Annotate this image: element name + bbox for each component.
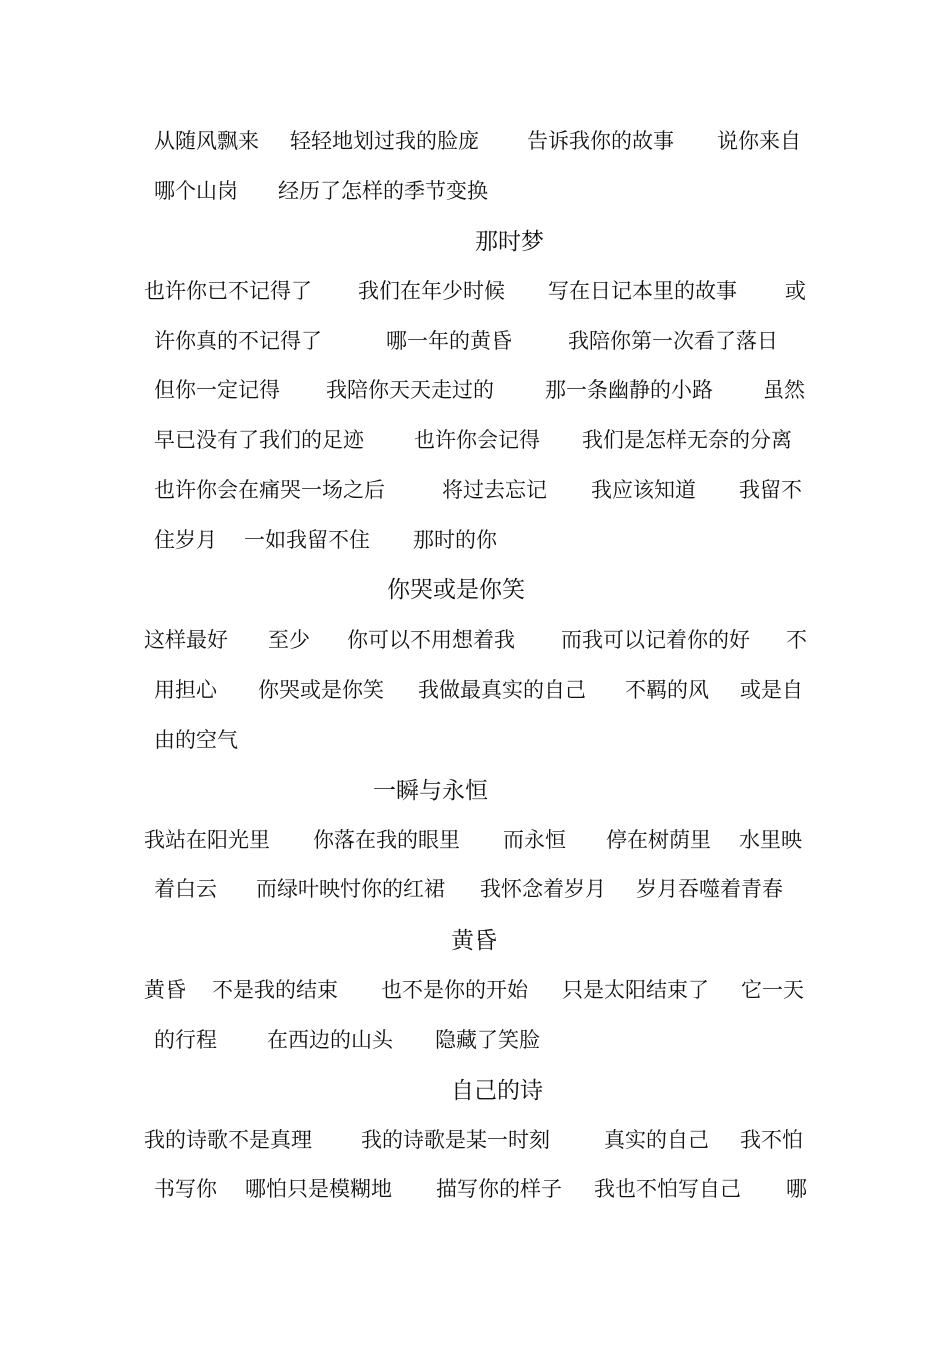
text-segment: 我留不 (739, 478, 802, 502)
text-segment: 我的诗歌不是真理 (144, 1128, 312, 1152)
text-segment: 我怀念着岁月 (480, 877, 606, 901)
text-segment: 早已没有了我们的足迹 (154, 428, 364, 452)
text-segment: 不是我的结束 (212, 978, 338, 1002)
text-line (0, 370, 950, 410)
text-line (0, 321, 950, 361)
text-segment: 说你来自 (717, 129, 801, 153)
section-heading: 那时梦 (475, 229, 544, 255)
text-segment: 岁月吞噬着青春 (636, 877, 783, 901)
text-segment: 而我可以记着你的好 (561, 628, 750, 652)
text-segment: 水里映 (739, 828, 802, 852)
text-segment: 哪一年的黄昏 (386, 329, 512, 353)
text-line (0, 820, 950, 860)
text-line (0, 271, 950, 311)
section-heading: 自己的诗 (451, 1078, 543, 1104)
text-segment: 用担心 (154, 678, 217, 702)
text-segment: 我站在阳光里 (144, 828, 270, 852)
text-line (0, 670, 950, 710)
text-line (0, 720, 950, 760)
text-segment: 而绿叶映忖你的红裙 (256, 877, 445, 901)
text-segment: 描写你的样子 (436, 1177, 562, 1201)
text-segment: 写在日记本里的故事 (548, 279, 737, 303)
text-segment: 轻轻地划过我的脸庞 (290, 129, 479, 153)
text-segment: 它一天 (741, 978, 804, 1002)
text-line (0, 620, 950, 660)
text-line (0, 1020, 950, 1060)
text-segment: 也许你已不记得了 (144, 279, 312, 303)
text-segment: 真实的自己 (604, 1128, 709, 1152)
text-line (0, 420, 950, 460)
text-segment: 我应该知道 (591, 478, 696, 502)
text-segment: 停在树荫里 (606, 828, 711, 852)
text-segment: 不羁的风 (625, 678, 709, 702)
text-line (0, 520, 950, 560)
text-segment: 或 (785, 279, 806, 303)
text-line (0, 869, 950, 909)
text-segment: 告诉我你的故事 (527, 129, 674, 153)
text-segment: 一如我留不住 (244, 528, 370, 552)
text-segment: 我也不怕写自己 (594, 1177, 741, 1201)
text-segment: 至少 (268, 628, 310, 652)
text-segment: 在西边的山头 (267, 1028, 393, 1052)
text-segment: 书写你 (154, 1177, 217, 1201)
section-heading-line (0, 771, 950, 811)
text-segment: 黄昏 (144, 978, 186, 1002)
text-segment: 隐藏了笑脸 (435, 1028, 540, 1052)
text-segment: 你落在我的眼里 (313, 828, 460, 852)
text-segment: 或是自 (740, 678, 803, 702)
text-segment: 我们在年少时候 (358, 279, 505, 303)
text-segment: 这样最好 (144, 628, 228, 652)
text-segment: 我的诗歌是某一时刻 (361, 1128, 550, 1152)
text-segment: 但你一定记得 (154, 378, 280, 402)
text-segment: 哪个山岗 (154, 179, 238, 203)
text-segment: 你可以不用想着我 (347, 628, 515, 652)
text-segment: 不 (786, 628, 807, 652)
text-segment: 我做最真实的自己 (418, 678, 586, 702)
text-segment: 经历了怎样的季节变换 (278, 179, 488, 203)
text-segment: 我们是怎样无奈的分离 (582, 428, 792, 452)
text-segment: 你哭或是你笑 (258, 678, 384, 702)
text-segment: 许你真的不记得了 (154, 329, 322, 353)
text-segment: 着白云 (154, 877, 217, 901)
text-segment: 住岁月 (154, 528, 217, 552)
text-segment: 只是太阳结束了 (562, 978, 709, 1002)
text-line (0, 121, 950, 161)
text-segment: 那一条幽静的小路 (545, 378, 713, 402)
text-segment: 我陪你天天走过的 (326, 378, 494, 402)
text-line (0, 1120, 950, 1160)
text-segment: 从随风飘来 (154, 129, 259, 153)
text-segment: 虽然 (763, 378, 805, 402)
text-segment: 我陪你第一次看了落日 (568, 329, 778, 353)
section-heading: 黄昏 (451, 928, 497, 954)
text-segment: 也许你会在痛哭一场之后 (154, 478, 385, 502)
section-heading-line (0, 222, 950, 262)
text-segment: 我不怕 (740, 1128, 803, 1152)
text-segment: 也不是你的开始 (381, 978, 528, 1002)
section-heading-line (0, 570, 950, 610)
text-segment: 也许你会记得 (414, 428, 540, 452)
section-heading: 一瞬与永恒 (373, 778, 488, 804)
text-segment: 哪 (786, 1177, 807, 1201)
text-line (0, 970, 950, 1010)
text-line (0, 171, 950, 211)
text-segment: 而永恒 (503, 828, 566, 852)
text-line (0, 470, 950, 510)
text-segment: 哪怕只是模糊地 (245, 1177, 392, 1201)
text-segment: 由的空气 (154, 728, 238, 752)
section-heading-line (0, 921, 950, 961)
text-line (0, 1169, 950, 1209)
section-heading-line (0, 1071, 950, 1111)
section-heading: 你哭或是你笑 (387, 577, 525, 603)
text-segment: 那时的你 (413, 528, 497, 552)
text-segment: 的行程 (154, 1028, 217, 1052)
text-segment: 将过去忘记 (442, 478, 547, 502)
